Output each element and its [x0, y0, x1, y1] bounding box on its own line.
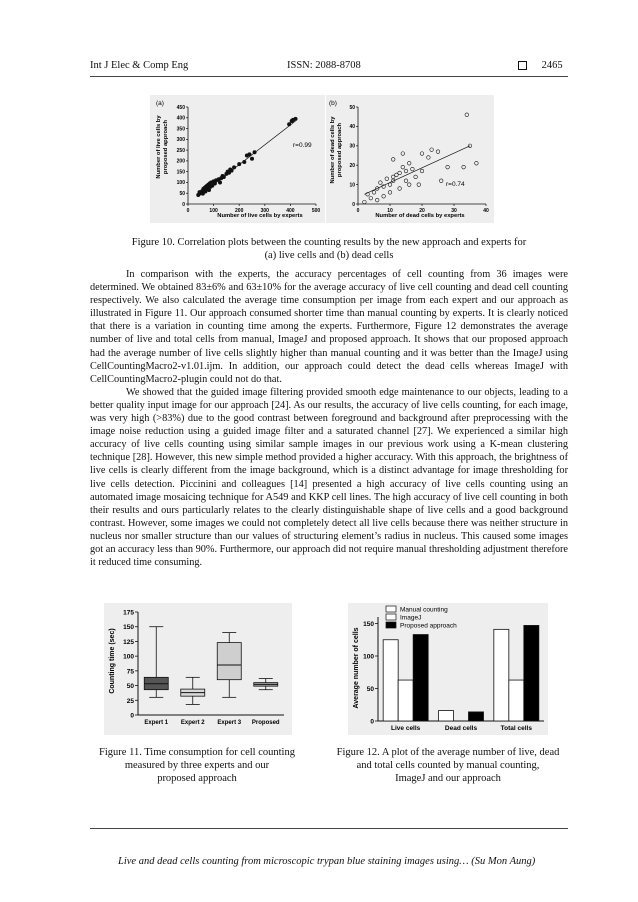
- y-tick-label: 100: [123, 653, 134, 661]
- y-axis-label: Number of live cells by: [156, 115, 162, 179]
- y-axis-label: proposed approach: [163, 119, 169, 175]
- data-point: [417, 183, 421, 187]
- y-tick-label: 20: [349, 163, 355, 169]
- data-point: [388, 183, 392, 187]
- body-paragraphs: [90, 268, 568, 569]
- y-tick-label: 10: [349, 182, 355, 189]
- data-point: [238, 162, 241, 165]
- bar: [413, 635, 428, 721]
- y-tick-label: 0: [352, 201, 355, 208]
- x-tick-label: 300: [260, 208, 269, 214]
- data-point: [401, 152, 405, 156]
- x-tick-label: Expert 1: [144, 720, 169, 726]
- data-point: [207, 188, 210, 191]
- figure-12-caption: [330, 746, 566, 785]
- y-tick-label: 400: [176, 115, 185, 122]
- y-tick-label: 25: [126, 697, 134, 705]
- figure-11-caption: [86, 746, 308, 785]
- data-point: [213, 182, 216, 185]
- panel-label: (a): [156, 100, 164, 107]
- data-point: [436, 150, 440, 154]
- data-point: [382, 194, 386, 198]
- x-tick-label: 40: [483, 208, 489, 214]
- figure-10b: [326, 95, 494, 223]
- y-tick-label: 50: [349, 104, 355, 111]
- figure-10a: [150, 95, 325, 223]
- data-point: [420, 152, 424, 156]
- data-point: [294, 117, 297, 120]
- x-tick-label: Dead cells: [444, 725, 478, 732]
- running-head-page: [518, 60, 563, 71]
- y-tick-label: 75: [126, 668, 134, 676]
- y-tick-label: 0: [130, 712, 134, 720]
- data-point: [248, 153, 251, 156]
- bar: [439, 711, 454, 721]
- y-tick-label: 300: [176, 137, 185, 144]
- y-tick-label: 50: [179, 191, 185, 198]
- data-point: [446, 165, 450, 169]
- legend-label: Proposed approach: [400, 622, 457, 630]
- data-point: [372, 191, 376, 195]
- x-tick-label: 10: [387, 208, 393, 214]
- y-tick-label: 100: [176, 180, 185, 187]
- y-tick-label: 50: [126, 683, 134, 691]
- y-tick-label: 200: [176, 158, 185, 165]
- data-point: [385, 177, 389, 181]
- data-point: [404, 179, 408, 183]
- data-point: [222, 175, 225, 178]
- panel-label: (b): [329, 100, 337, 107]
- caption-line: Figure 11. Time consumption for cell counting: [99, 747, 295, 758]
- y-axis-label: Average number of cells: [353, 627, 360, 709]
- running-footer: Live and dead cells counting from microscopic trypan blue staining images using… (Su Mon Aung): [118, 856, 536, 867]
- paragraph: In comparison with the experts, the accuracy percentages of cell counting from 36 images were determined. We obtained 83±6% and 63±10% for the average accuracy of live cell counting and dead cell counting respectively. We also calculated the average time consumption per image from each expert and our approach as illustrated in Figure 11. Our approach consumed shorter time than manual counting by experts. It is clearly noticed that there is a variation in counting time among the experts. Furthermore, Figure 12 demonstrates the average number of live and total cells from manual, ImageJ and proposed approach. It shows that our proposed approach had the average number of live cells slightly higher than manual counting and it was better than the ImageJ using CellCountingMacro2-v1.01.ijm. In addition, our approach could detect the dead cells whereas ImageJ with CellCountingMacro2-plugin could not do that.: [90, 269, 568, 385]
- data-point: [430, 148, 434, 152]
- data-point: [407, 183, 411, 187]
- x-tick-label: 20: [419, 208, 425, 214]
- y-tick-label: 175: [123, 609, 134, 617]
- y-tick-label: 0: [370, 718, 374, 726]
- data-point: [363, 200, 367, 204]
- caption-line: measured by three experts and our: [124, 760, 270, 771]
- bar: [398, 680, 413, 721]
- data-point: [411, 167, 415, 171]
- legend-label: ImageJ: [400, 614, 422, 622]
- x-tick-label: 100: [209, 208, 218, 214]
- data-point: [232, 166, 235, 169]
- figure-10a-chart: [150, 95, 325, 223]
- x-tick-label: Live cells: [391, 725, 421, 732]
- bar: [383, 640, 398, 721]
- legend-swatch: [386, 614, 396, 620]
- figure-12-chart: [348, 603, 548, 735]
- legend-swatch: [386, 622, 396, 628]
- bar: [469, 712, 484, 721]
- x-tick-label: 200: [235, 208, 244, 214]
- caption-line: and total cells counted by manual counting,: [356, 760, 540, 771]
- data-point: [391, 158, 395, 162]
- x-axis-label: Number of dead cells by experts: [375, 213, 465, 219]
- data-point: [243, 160, 246, 163]
- y-axis-label: Number of dead cells by: [330, 116, 336, 184]
- y-tick-label: 250: [176, 147, 185, 154]
- caption-line: ImageJ and our approach: [395, 773, 501, 784]
- y-tick-label: 30: [349, 143, 355, 150]
- data-point: [414, 175, 418, 179]
- figure-12: [348, 603, 548, 735]
- x-tick-label: Total cells: [500, 725, 532, 732]
- y-tick-label: 100: [363, 653, 374, 661]
- y-tick-label: 125: [123, 638, 134, 646]
- figure-11: [104, 603, 292, 735]
- data-point: [218, 181, 221, 184]
- running-head-issn: ISSN: 2088-8708: [287, 60, 361, 71]
- running-head-journal: Int J Elec & Comp Eng: [90, 60, 189, 71]
- x-tick-label: Expert 2: [180, 720, 205, 726]
- data-point: [253, 151, 256, 154]
- bar: [509, 680, 524, 721]
- x-tick-label: 0: [186, 208, 190, 214]
- caption-line: Figure 10. Correlation plots between the counting results by the new approach and experts for: [131, 237, 527, 248]
- data-point: [427, 156, 431, 160]
- data-point: [388, 191, 392, 195]
- data-point: [462, 165, 466, 169]
- x-tick-label: 30: [451, 208, 457, 214]
- data-point: [369, 196, 373, 200]
- x-axis-label: Number of live cells by experts: [217, 213, 303, 219]
- bar: [494, 629, 509, 721]
- data-point: [404, 169, 408, 173]
- correlation-annotation: r=0.99: [293, 142, 312, 149]
- data-point: [250, 157, 253, 160]
- data-point: [465, 113, 469, 117]
- header-rule: [90, 76, 568, 77]
- y-tick-label: 40: [349, 124, 355, 131]
- paragraph: We showed that the guided image filtering provided smooth edge maintenance to our objects, leading to a better quality input image for our approach [24]. As our results, the accuracy of live cells counting, for each image, was very high (>83%) due to the good contrast between foreground and background after preprocessing with the image noise reduction using a guided image filter and a saturated channel [27]. We experienced a similar high accuracy of live cells counting using similar sample images in our previous work using a K-mean clustering technique [28]. However, this new simple method provided a higher accuracy. With this approach, the brightness of live cells is clearly different from the image background, which is a distinct advantage for image thresholding for live cells detection. Piccinini and colleagues [14] presented a high accuracy of live cells counting using an automated image mosaicing technique for A549 and KKP cell lines. The high accuracy of live cell counting in both their results and ours particularly relates to the clearly distinguishable shape of live cells and a good background contrast. However, some images we could not completely detect all live cells because there was neither structure in nucleus nor smaller structure than our values of structuring element’s radius in nucleus. This caused some images got an accuracy less than 90%. Furthermore, our approach did not require manual thresholding adjustment therefore it reduced time consuming.: [90, 386, 568, 569]
- x-tick-label: Expert 3: [217, 720, 242, 726]
- footer-rule: [90, 828, 568, 829]
- y-tick-label: 150: [123, 624, 134, 632]
- correlation-annotation: r=0.74: [446, 181, 465, 188]
- y-tick-label: 450: [176, 104, 185, 111]
- data-point: [420, 169, 424, 173]
- data-point: [407, 161, 411, 165]
- square-icon: [518, 61, 527, 70]
- y-axis-label: Counting time (sec): [109, 628, 116, 694]
- data-point: [398, 187, 402, 191]
- data-point: [401, 165, 405, 169]
- figure-10b-chart: [326, 95, 494, 223]
- page-number: 2465: [541, 60, 563, 71]
- y-axis-label: proposed approach: [337, 122, 343, 178]
- x-tick-label: 400: [286, 208, 295, 214]
- x-tick-label: 0: [356, 208, 360, 214]
- figure-11-chart: [104, 603, 292, 735]
- bar: [524, 625, 539, 721]
- data-point: [230, 169, 233, 172]
- data-point: [475, 161, 479, 165]
- y-tick-label: 150: [176, 169, 185, 176]
- box: [217, 643, 241, 680]
- data-point: [398, 171, 402, 175]
- x-tick-label: 500: [311, 208, 321, 214]
- data-point: [379, 181, 383, 185]
- data-point: [287, 123, 290, 126]
- caption-line: (a) live cells and (b) dead cells: [264, 250, 394, 261]
- y-tick-label: 50: [366, 686, 374, 693]
- legend-swatch: [386, 606, 396, 612]
- y-tick-label: 350: [176, 126, 185, 133]
- x-tick-label: Proposed: [251, 720, 280, 726]
- legend-label: Manual counting: [400, 606, 448, 614]
- y-tick-label: 150: [363, 621, 374, 628]
- caption-line: Figure 12. A plot of the average number of live, dead: [336, 747, 560, 758]
- data-point: [375, 198, 379, 202]
- figure-10-caption: [90, 236, 568, 262]
- y-tick-label: 0: [182, 201, 185, 208]
- data-point: [439, 179, 443, 183]
- caption-line: proposed approach: [157, 773, 237, 784]
